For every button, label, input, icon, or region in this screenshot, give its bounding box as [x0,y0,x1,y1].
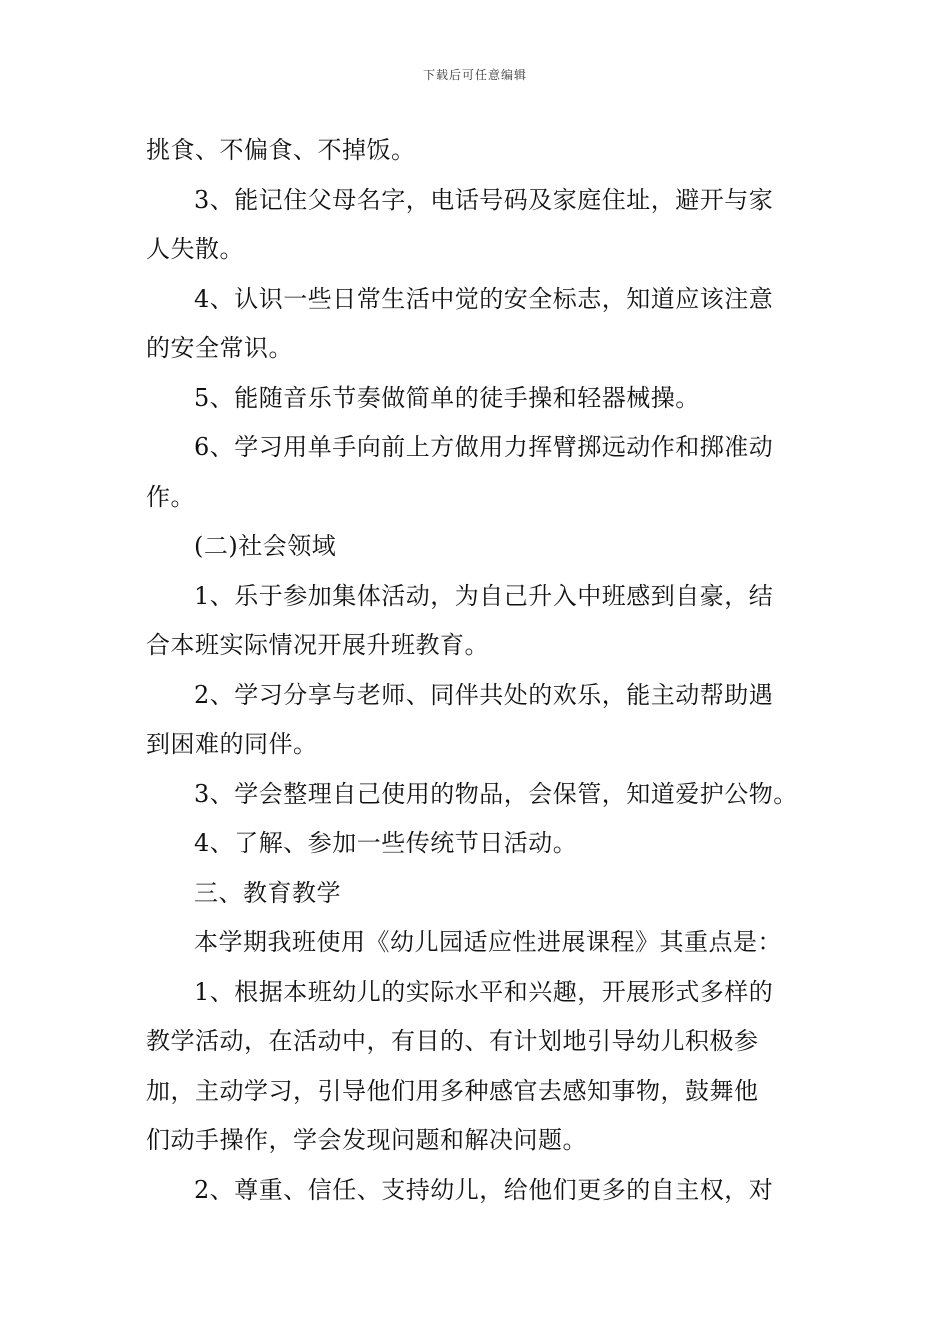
paragraph [146,621,806,671]
paragraph [146,572,806,622]
text-line: 加，主动学习，引导他们用多种感官去感知事物，鼓舞他 [146,1076,759,1105]
paragraph [146,176,806,226]
paragraph [146,671,806,721]
text-line: 作。 [146,482,195,511]
text-line: (二)社会领域 [194,532,337,560]
section-heading [146,869,806,919]
paragraph [146,126,806,176]
paragraph [146,374,806,424]
paragraph [146,968,806,1018]
paragraph [146,720,806,770]
text-line: 挑食、不偏食、不掉饭。 [146,136,416,164]
paragraph [146,1017,806,1067]
text-line: 1、乐于参加集体活动，为自己升入中班感到自豪，结 [194,581,774,610]
text-line: 教学活动，在活动中，有目的、有计划地引导幼儿积极参 [146,1027,759,1055]
text-line: 5、能随音乐节奏做简单的徒手操和轻器械操。 [194,383,700,412]
paragraph [146,423,806,473]
text-line: 1、根据本班幼儿的实际水平和兴趣，开展形式多样的 [194,977,774,1006]
paragraph [146,1166,806,1216]
text-line: 到困难的同伴。 [146,730,318,758]
text-line: 本学期我班使用《幼儿园适应性进展课程》其重点是： [194,928,782,956]
paragraph [146,324,806,374]
paragraph [146,918,806,968]
text-line: 们动手操作，学会发现问题和解决问题。 [146,1126,587,1154]
paragraph [146,473,806,523]
text-line: 4、了解、参加一些传统节日活动。 [194,829,578,857]
text-line: 的安全常识。 [146,334,293,362]
paragraph [146,819,806,869]
text-line: 3、能记住父母名字，电话号码及家庭住址，避开与家 [194,185,774,214]
paragraph [146,1116,806,1166]
paragraph [146,275,806,325]
section-heading [146,522,806,572]
paragraph [146,225,806,275]
text-line: 合本班实际情况开展升班教育。 [146,631,489,659]
text-line: 2、学习分享与老师、同伴共处的欢乐，能主动帮助遇 [194,680,774,709]
paragraph [146,770,806,820]
text-line: 2、尊重、信任、支持幼儿，给他们更多的自主权，对 [194,1175,774,1204]
text-line: 6、学习用单手向前上方做用力挥臂掷远动作和掷准动 [194,433,774,461]
paragraph [146,1067,806,1117]
text-line: 三、教育教学 [194,878,341,907]
text-line: 人失散。 [146,235,244,263]
document-body [146,126,806,1215]
text-line: 3、学会整理自己使用的物品，会保管，知道爱护公物。 [194,779,798,808]
header-note: 下载后可任意编辑 [422,68,527,82]
text-line: 4、认识一些日常生活中觉的安全标志，知道应该注意 [194,284,774,313]
